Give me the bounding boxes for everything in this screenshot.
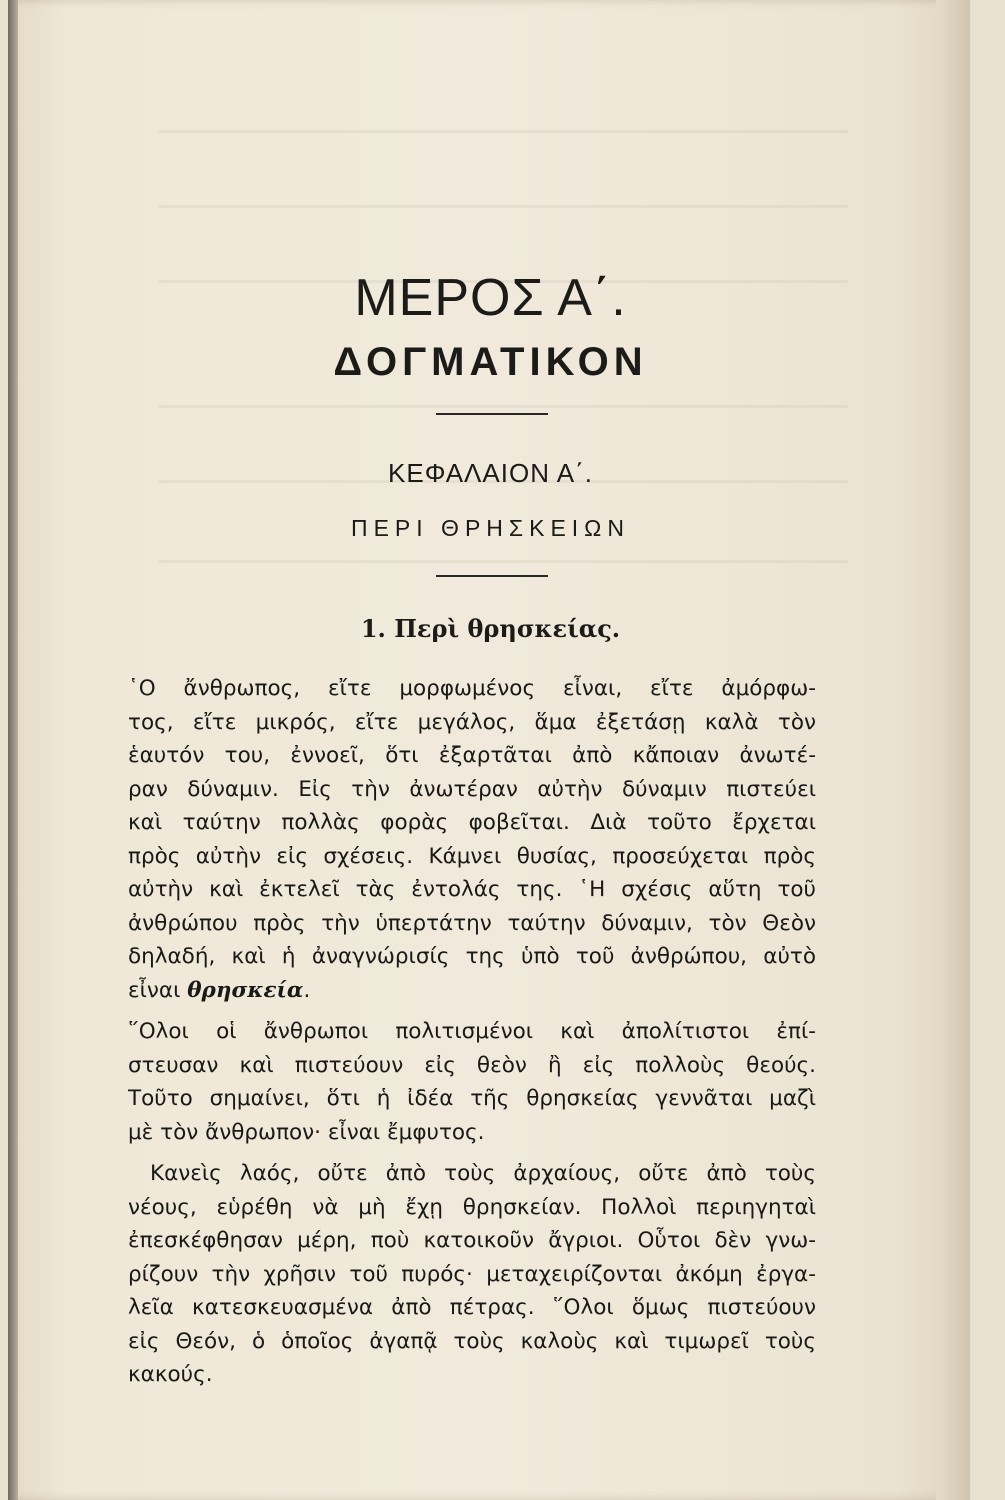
- text-fragment: εἶναι: [128, 977, 188, 1003]
- text-line: Κανεὶς λαός, οὔτε ἀπὸ τοὺς ἀρχαίους, οὔτε ἀπὸ τοὺς: [150, 1161, 816, 1186]
- divider-rule: [436, 413, 548, 415]
- text-line: ἑαυτόν του, ἐννοεῖ, ὅτι ἐξαρτᾶται ἀπὸ κἄποιαν ἀνωτέ-: [128, 743, 816, 768]
- part-title: ΜΕΡΟΣ Α΄.: [354, 269, 627, 327]
- chapter-topic: ΠΕΡΙ ΘΡΗΣΚΕΙΩΝ: [350, 515, 630, 541]
- text-line: κακούς.: [128, 1362, 213, 1387]
- text-line: τος, εἴτε μικρός, εἴτε μεγάλος, ἅμα ἐξετάσῃ καλὰ τὸν: [128, 709, 816, 735]
- paragraph-continued: [128, 1191, 816, 1392]
- text-line: ῞Ολοι οἱ ἄνθρωποι πολιτισμένοι καὶ ἀπολίτιστοι ἐπί-: [128, 1019, 816, 1044]
- section-heading: 1. Περὶ θρησκείας.: [360, 614, 621, 643]
- text-line: [128, 974, 816, 1008]
- chapter-heading: ΚΕΦΑΛΑΙΟΝ Α΄.: [388, 458, 593, 488]
- text-line: ρίζουν τὴν χρῆσιν τοῦ πυρός· μεταχειρίζονται ἀκόμη ἐργα-: [128, 1261, 816, 1287]
- text-line: καὶ ταύτην πολλὰς φορὰς φοβεῖται. Διὰ τοῦτο ἔρχεται: [128, 810, 816, 835]
- text-line: ῾Ο ἄνθρωπος, εἴτε μορφωμένος εἶναι, εἴτε ἀμόρφω-: [128, 676, 816, 701]
- text-line: πρὸς αὐτὴν εἰς σχέσεις. Κάμνει θυσίας, προσεύχεται πρὸς: [128, 843, 816, 869]
- text-line: μὲ τὸν ἄνθρωπον· εἶναι ἔμφυτος.: [128, 1119, 485, 1145]
- text-line: αὐτὴν καὶ ἐκτελεῖ τὰς ἐντολάς της. ῾Η σχέσις αὕτη τοῦ: [128, 877, 816, 902]
- text-line: λεῖα κατεσκευασμένα ἀπὸ πέτρας. ῞Ολοι ὅμως πιστεύουν: [128, 1295, 816, 1320]
- text-fragment: .: [303, 977, 311, 1003]
- text-line: ραν δύναμιν. Εἰς τὴν ἀνωτέραν αὐτὴν δύναμιν πιστεύει: [128, 776, 816, 802]
- paragraph: [128, 1015, 816, 1149]
- text-line: ἀνθρώπου πρὸς τὴν ὑπερτάτην ταύτην δύναμιν, τὸν Θεὸν: [128, 910, 816, 936]
- divider-rule: [436, 575, 548, 577]
- page-edge: [936, 0, 970, 1500]
- text-line: δηλαδή, καὶ ἡ ἀναγνώρισίς της ὑπὸ τοῦ ἀνθρώπου, αὐτὸ: [128, 944, 816, 969]
- paragraph: [128, 672, 816, 1007]
- book-page: [8, 0, 970, 1500]
- part-subtitle: ΔΟΓΜΑΤΙΚΟΝ: [333, 340, 648, 384]
- text-line: νέους, εὑρέθη νὰ μὴ ἔχῃ θρησκείαν. Πολλοὶ περιηγηταὶ: [128, 1194, 816, 1220]
- paragraph: [128, 1157, 816, 1191]
- text-line: εἰς Θεόν, ὁ ὁποῖος ἀγαπᾷ τοὺς καλοὺς καὶ τιμωρεῖ τοὺς: [128, 1328, 816, 1354]
- body-text: [128, 672, 816, 1392]
- page-gutter: [8, 0, 18, 1500]
- emphasized-term: θρησκεία: [187, 977, 304, 1003]
- text-line: ἐπεσκέφθησαν μέρη, ποὺ κατοικοῦν ἄγριοι. Οὗτοι δὲν γνω-: [128, 1228, 816, 1253]
- text-line: στευσαν καὶ πιστεύουν εἰς θεὸν ἢ εἰς πολλοὺς θεούς.: [128, 1052, 816, 1078]
- text-line: Τοῦτο σημαίνει, ὅτι ἡ ἰδέα τῆς θρησκείας γεννᾶται μαζὶ: [128, 1086, 816, 1111]
